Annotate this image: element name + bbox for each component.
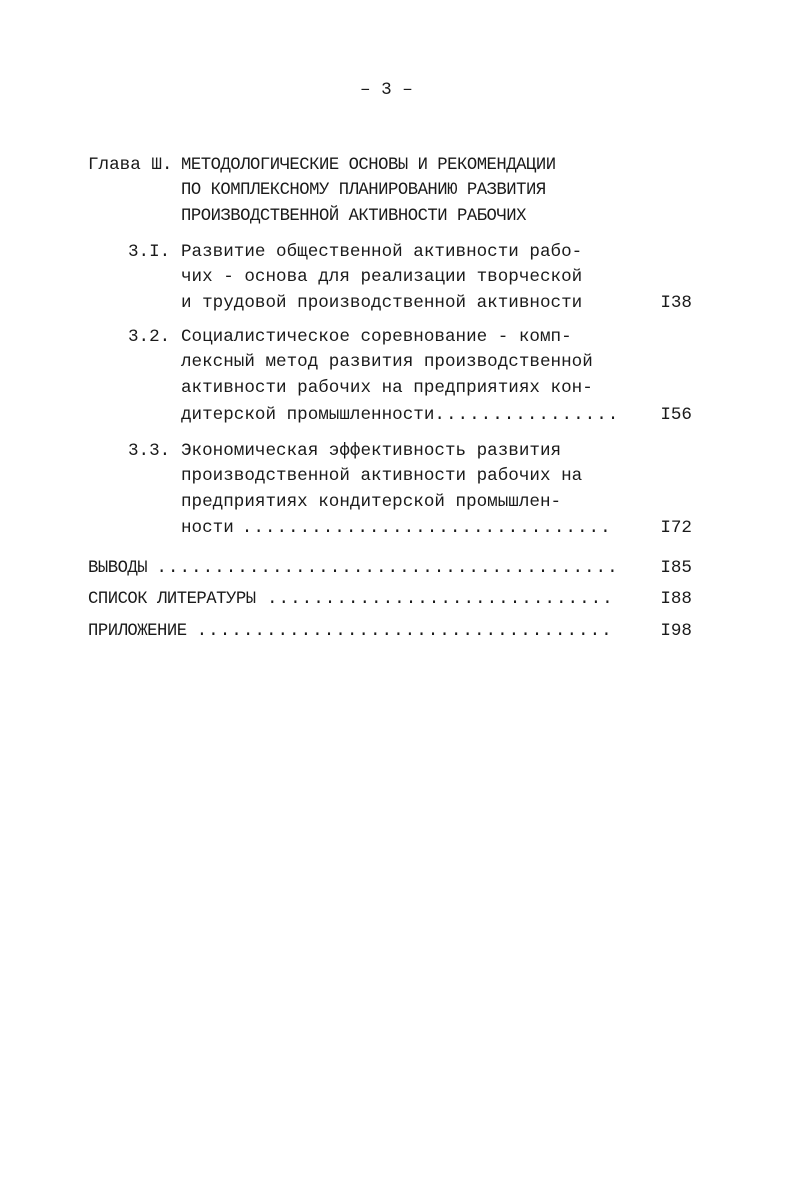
dot-leader — [434, 404, 615, 426]
section-title-line: активности рабочих на предприятиях кон- — [181, 378, 593, 398]
section-title-line: и трудовой производственной активности — [181, 293, 583, 313]
section-title-line: чих - основа для реализации творческой — [181, 267, 583, 287]
section-title-line: дитерской промышленности — [181, 405, 435, 425]
page-number: – 3 – — [360, 80, 413, 100]
section-page: I38 — [660, 293, 692, 313]
section-title-last-line — [181, 404, 615, 426]
section-title-line: предприятиях кондитерской промышлен- — [181, 492, 562, 512]
chapter-title-line: МЕТОДОЛОГИЧЕСКИЕ ОСНОВЫ И РЕКОМЕНДАЦИИ — [181, 155, 556, 175]
toc-entry-appendix — [88, 620, 615, 642]
section-page: I72 — [660, 518, 692, 538]
section-title-line: Развитие общественной активности рабо- — [181, 242, 583, 262]
entry-title: ПРИЛОЖЕНИЕ — [88, 621, 187, 641]
toc-entry-references — [88, 588, 615, 610]
entry-page: I98 — [660, 621, 692, 641]
chapter-title-line: ПО КОМПЛЕКСНОМУ ПЛАНИРОВАНИЮ РАЗВИТИЯ — [181, 180, 546, 200]
section-number: 3.2. — [128, 327, 171, 347]
dot-leader — [242, 517, 615, 539]
dot-leader — [197, 620, 615, 642]
section-title-line: Социалистическое соревнование - комп- — [181, 327, 572, 347]
section-title-last-line — [181, 517, 615, 539]
section-number: 3.I. — [128, 242, 171, 262]
dot-leader — [156, 557, 615, 579]
section-title-line: лексный метод развития производственной — [181, 352, 593, 372]
entry-page: I88 — [660, 589, 692, 609]
section-title-line: производственной активности рабочих на — [181, 466, 583, 486]
toc-entry-conclusions — [88, 557, 615, 579]
entry-page: I85 — [660, 558, 692, 578]
entry-title: ВЫВОДЫ — [88, 558, 148, 578]
section-page: I56 — [660, 405, 692, 425]
chapter-title-line: ПРОИЗВОДСТВЕННОЙ АКТИВНОСТИ РАБОЧИХ — [181, 206, 526, 226]
section-number: 3.3. — [128, 441, 171, 461]
entry-title: СПИСОК ЛИТЕРАТУРЫ — [88, 589, 256, 609]
dot-leader — [267, 588, 615, 610]
chapter-label: Глава Ш. — [88, 155, 173, 175]
section-title-line: Экономическая эффективность развития — [181, 441, 562, 461]
section-title-line: ности — [181, 518, 234, 538]
